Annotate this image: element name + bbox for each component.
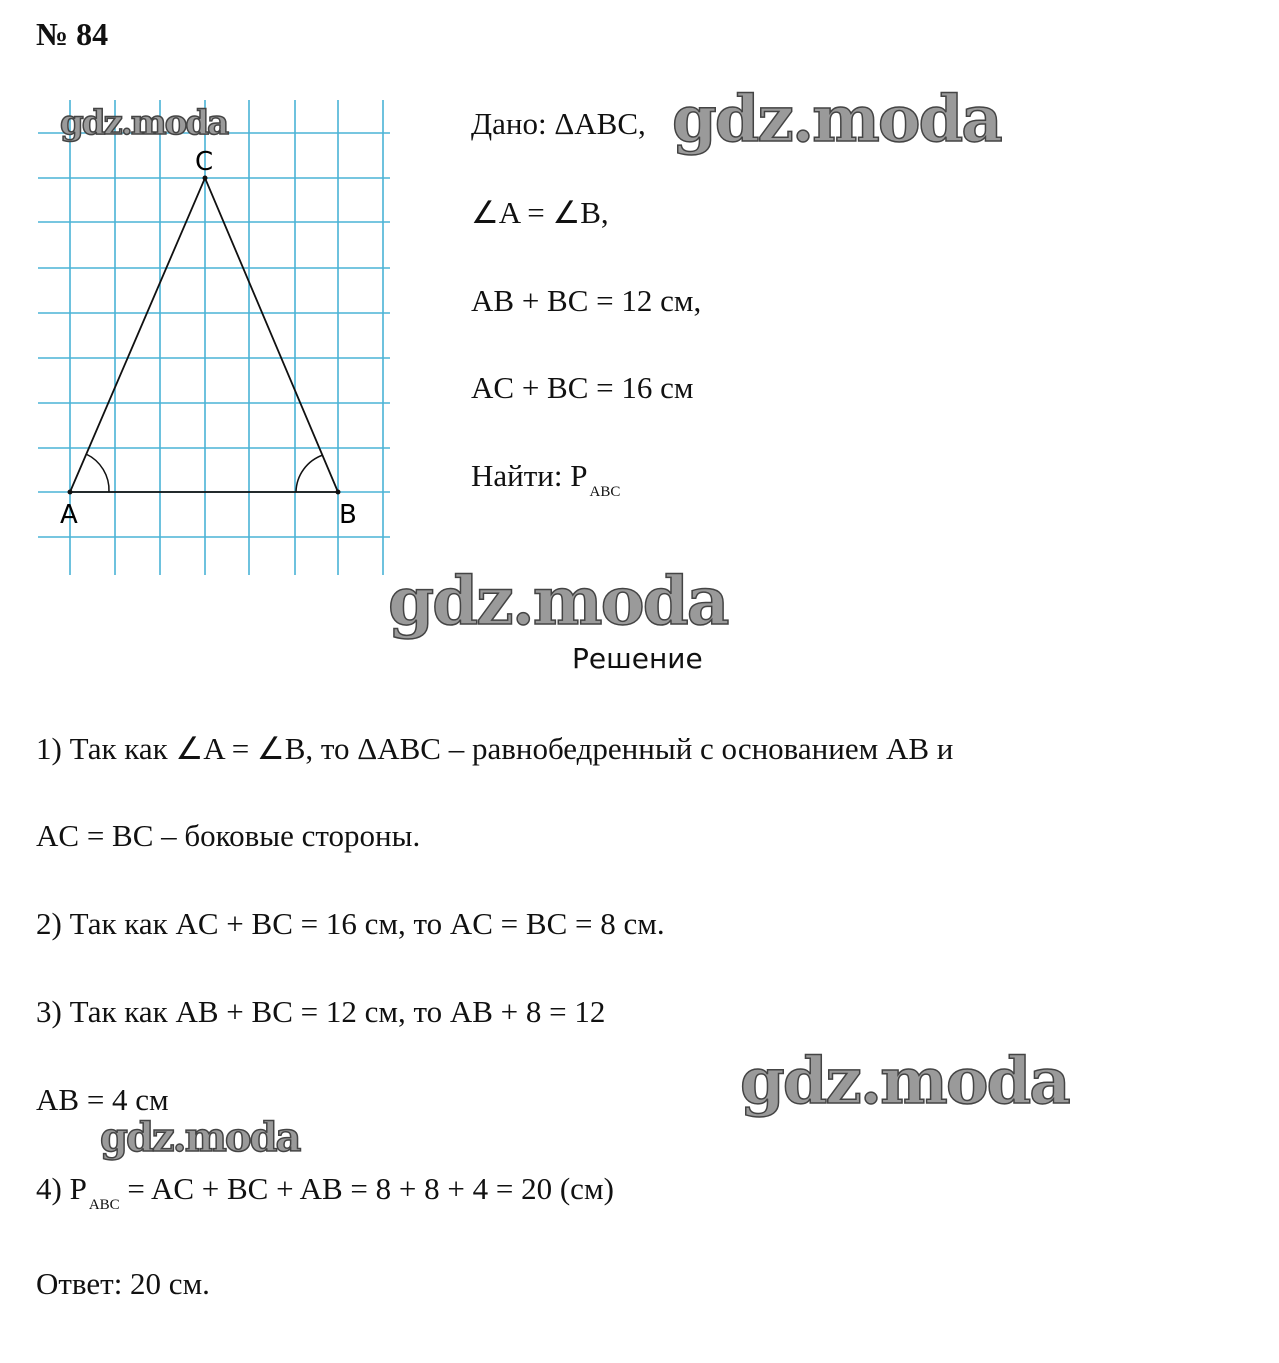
- answer: Ответ: 20 см.: [36, 1266, 210, 1301]
- triangle-abc: [70, 178, 338, 492]
- given-line-3: AB + BC = 12 см,: [471, 283, 702, 318]
- given-line-2: ∠A = ∠B,: [471, 195, 609, 230]
- grid: [38, 100, 390, 575]
- given-line-4: AC + BC = 16 см: [471, 370, 694, 405]
- step-4-rest: = AC + BC + AB = 8 + 8 + 4 = 20 (см): [119, 1171, 614, 1206]
- triangle-figure: [0, 0, 400, 590]
- find-p: P: [570, 458, 588, 493]
- find-line: [471, 460, 620, 500]
- point-b: [336, 490, 341, 495]
- angle-arc-b: [296, 455, 323, 492]
- step-2: 2) Так как AC + BC = 16 см, то AC = BC = 8 см.: [36, 906, 665, 941]
- step-1b: AC = BC – боковые стороны.: [36, 818, 421, 853]
- label-a: A: [60, 500, 78, 530]
- watermark: gdz.moda: [388, 562, 728, 640]
- step-3b: AB = 4 см: [36, 1082, 169, 1117]
- step-3a: 3) Так как AB + BC = 12 см, то AB + 8 = 12: [36, 994, 606, 1029]
- watermark: gdz.moda: [100, 1114, 300, 1161]
- angle-arc-a: [86, 454, 109, 492]
- label-b: B: [339, 500, 357, 530]
- watermark: gdz.moda: [672, 82, 1001, 157]
- watermark: gdz.moda: [740, 1044, 1069, 1119]
- watermark: gdz.moda: [60, 103, 228, 143]
- point-a: [68, 490, 73, 495]
- step-4-sub: ABC: [88, 1197, 120, 1213]
- find-label: Найти:: [471, 458, 563, 493]
- problem-number: № 84: [36, 16, 109, 52]
- label-c: C: [195, 147, 214, 177]
- solution-title: Решение: [572, 642, 703, 675]
- find-sub: ABC: [589, 484, 621, 500]
- step-4-prefix: 4) P: [36, 1171, 87, 1206]
- given-line-1: Дано: ΔABC,: [471, 106, 646, 141]
- step-4: [36, 1173, 614, 1213]
- step-1a: 1) Так как ∠A = ∠B, то ΔABC – равнобедренный с основанием AB и: [36, 731, 954, 766]
